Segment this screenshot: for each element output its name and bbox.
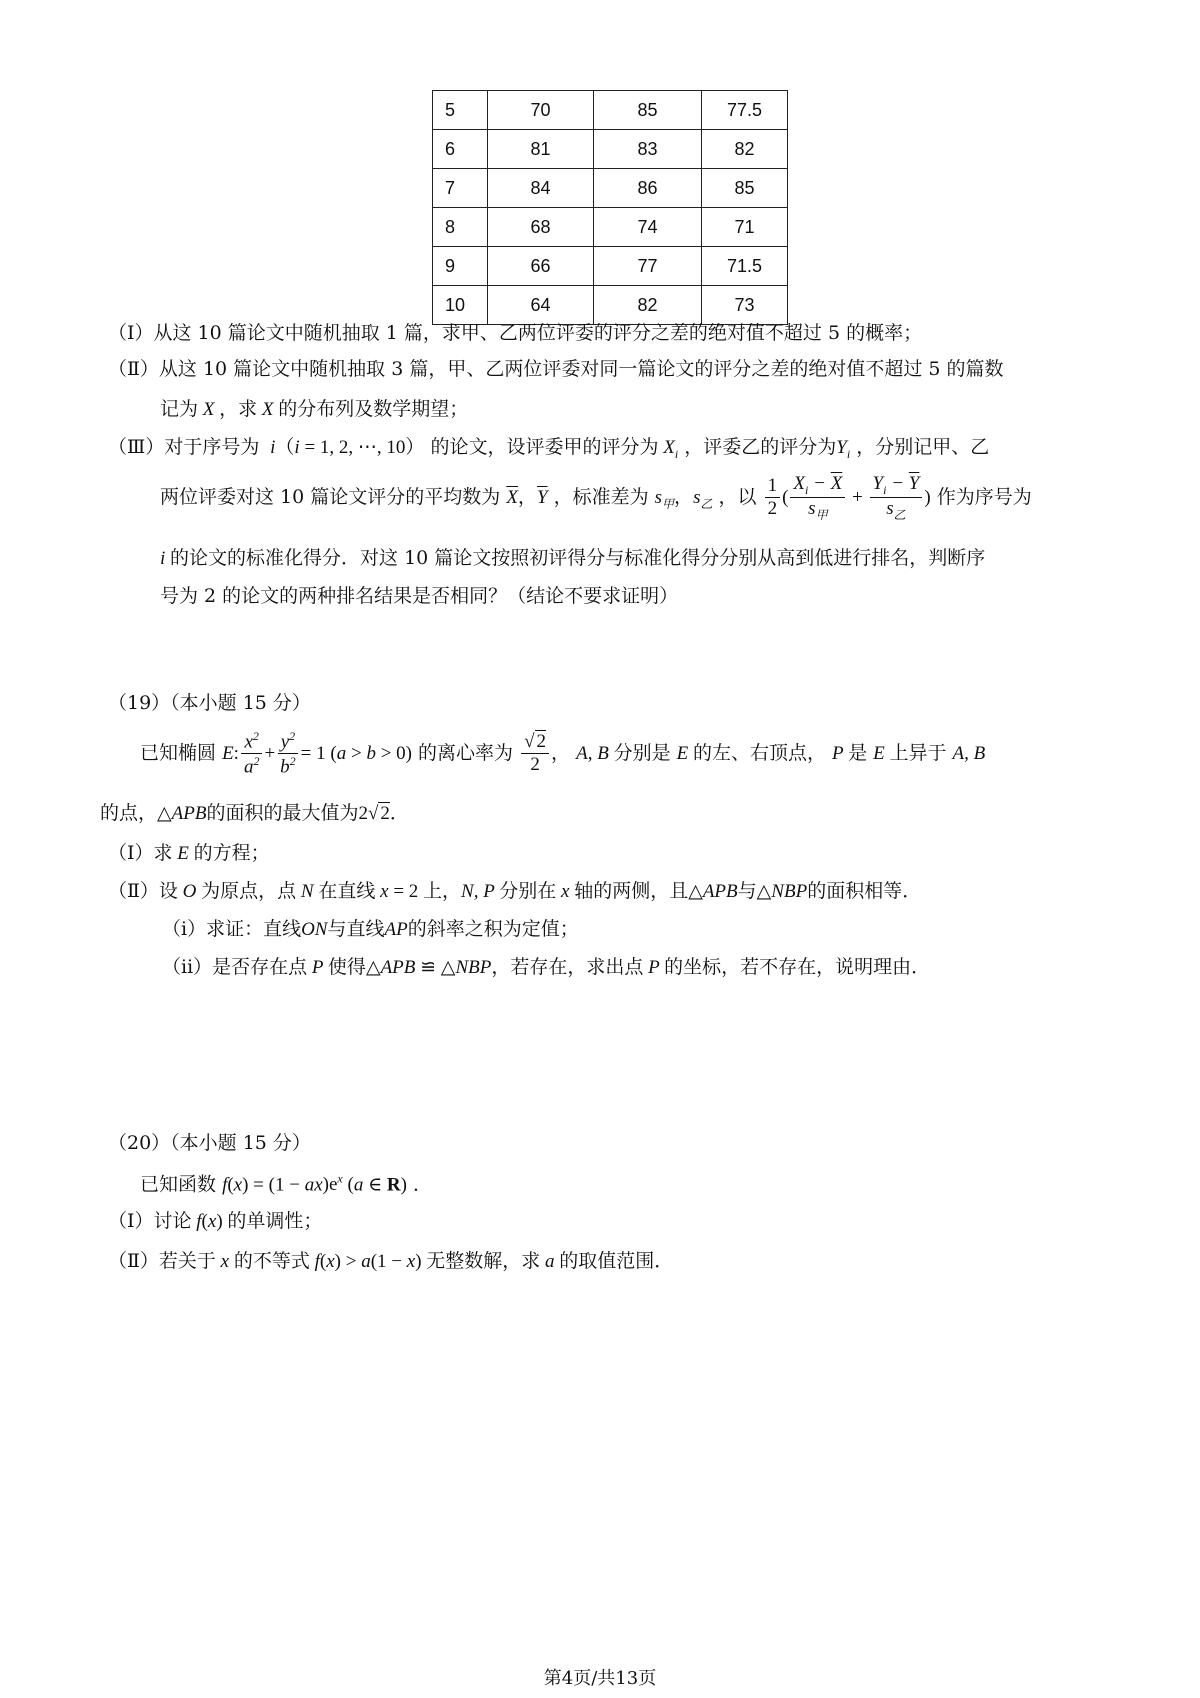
cell-score-b: 85 — [594, 91, 702, 130]
q18-part2-line1: （Ⅱ）从这 10 篇论文中随机抽取 3 篇，甲、乙两位评委对同一篇论文的评分之差的绝对值不超过 5 的篇数 — [108, 358, 1004, 380]
cell-index: 7 — [433, 169, 488, 208]
q20-header: （20）（本小题 15 分） — [108, 1132, 311, 1154]
cell-score-b: 77 — [594, 247, 702, 286]
cell-average: 77.5 — [702, 91, 788, 130]
q18-part2-line2: 记为 X ，求 X 的分布列及数学期望； — [160, 398, 469, 420]
cell-index: 10 — [433, 286, 488, 325]
q18-part3-line3: i 的论文的标准化得分．对这 10 篇论文按照初评得分与标准化得分分别从高到低进行排名，判断序 — [160, 547, 986, 569]
table-row — [433, 247, 788, 286]
q18-part3-line2: 两位评委对这 10 篇论文评分的平均数为 $\overline{X}$，$\overline{Y}$ ，标准差为 $s_甲$，$s_乙$ ，以 $\frac{1}{2}$ ( $\frac{X_i - \overline{X}}{s_甲}$ + $\frac{Y_i - \overline{Y}}{s_乙}$ ) 作为序号为 — [160, 473, 1032, 523]
table-row — [433, 286, 788, 325]
q19-header: （19）（本小题 15 分） — [108, 692, 311, 714]
q19-line1: 已知椭圆 E: $\frac{x^2}{a^2}$ + $\frac{y^2}{b^2}$ = 1 (a > b > 0) 的离心率为 $\frac{√ 2}{2}$ ， A, B 分别是 E 的左、右顶点， P 是 E 上异于 A, B — [140, 729, 986, 778]
q18-part3-line1: （Ⅲ）对于序号为 i（i = 1, 2, ⋯, 10） 的论文，设评委甲的评分为 $X_i$ ，评委乙的评分为$Y_i$ ，分别记甲、乙 — [108, 436, 990, 461]
cell-score-a: 64 — [488, 286, 594, 325]
q18-part1: （Ⅰ）从这 10 篇论文中随机抽取 1 篇，求甲、乙两位评委的评分之差的绝对值不超过 5 的概率； — [108, 322, 923, 344]
cell-score-a: 66 — [488, 247, 594, 286]
cell-score-a: 84 — [488, 169, 594, 208]
cell-average: 71 — [702, 208, 788, 247]
cell-score-b: 83 — [594, 130, 702, 169]
cell-score-a: 68 — [488, 208, 594, 247]
q19-part2-ii: （ⅱ）是否存在点 P 使得△APB ≌ △NBP，若存在，求出点 P 的坐标，若不存在，说明理由． — [162, 956, 931, 978]
cell-index: 6 — [433, 130, 488, 169]
cell-average: 71.5 — [702, 247, 788, 286]
q20-part1: （Ⅰ）讨论 f(x) 的单调性； — [108, 1210, 323, 1232]
q20-line1: 已知函数 $f(x) = (1 - ax)e^x$ (a ∈ R) ． — [140, 1172, 433, 1196]
cell-score-a: 81 — [488, 130, 594, 169]
q19-line2: 的点，△APB的面积的最大值为2√ 2． — [100, 802, 409, 824]
cell-index: 9 — [433, 247, 488, 286]
table-row — [433, 208, 788, 247]
table-row — [433, 91, 788, 130]
cell-index: 8 — [433, 208, 488, 247]
cell-score-b: 86 — [594, 169, 702, 208]
cell-score-b: 82 — [594, 286, 702, 325]
score-table — [432, 90, 788, 325]
cell-average: 85 — [702, 169, 788, 208]
cell-score-b: 74 — [594, 208, 702, 247]
cell-average: 73 — [702, 286, 788, 325]
cell-index: 5 — [433, 91, 488, 130]
table-row — [433, 169, 788, 208]
q19-part2-i: （ⅰ）求证：直线ON与直线AP的斜率之积为定值； — [162, 918, 579, 940]
table-row — [433, 130, 788, 169]
q19-part2: （Ⅱ）设 O 为原点，点 N 在直线 x = 2 上，N, P 分别在 x 轴的两侧，且△APB与△NBP的面积相等． — [108, 880, 922, 902]
page-footer: 第4页/共13页 — [543, 1668, 657, 1689]
q18-part3-line4: 号为 2 的论文的两种排名结果是否相同？（结论不要求证明） — [160, 585, 679, 607]
cell-score-a: 70 — [488, 91, 594, 130]
cell-average: 82 — [702, 130, 788, 169]
q19-part1: （Ⅰ）求 E 的方程； — [108, 842, 270, 864]
q20-part2: （Ⅱ）若关于 x 的不等式 f(x) > a(1 − x) 无整数解，求 a 的取值范围． — [108, 1250, 674, 1272]
